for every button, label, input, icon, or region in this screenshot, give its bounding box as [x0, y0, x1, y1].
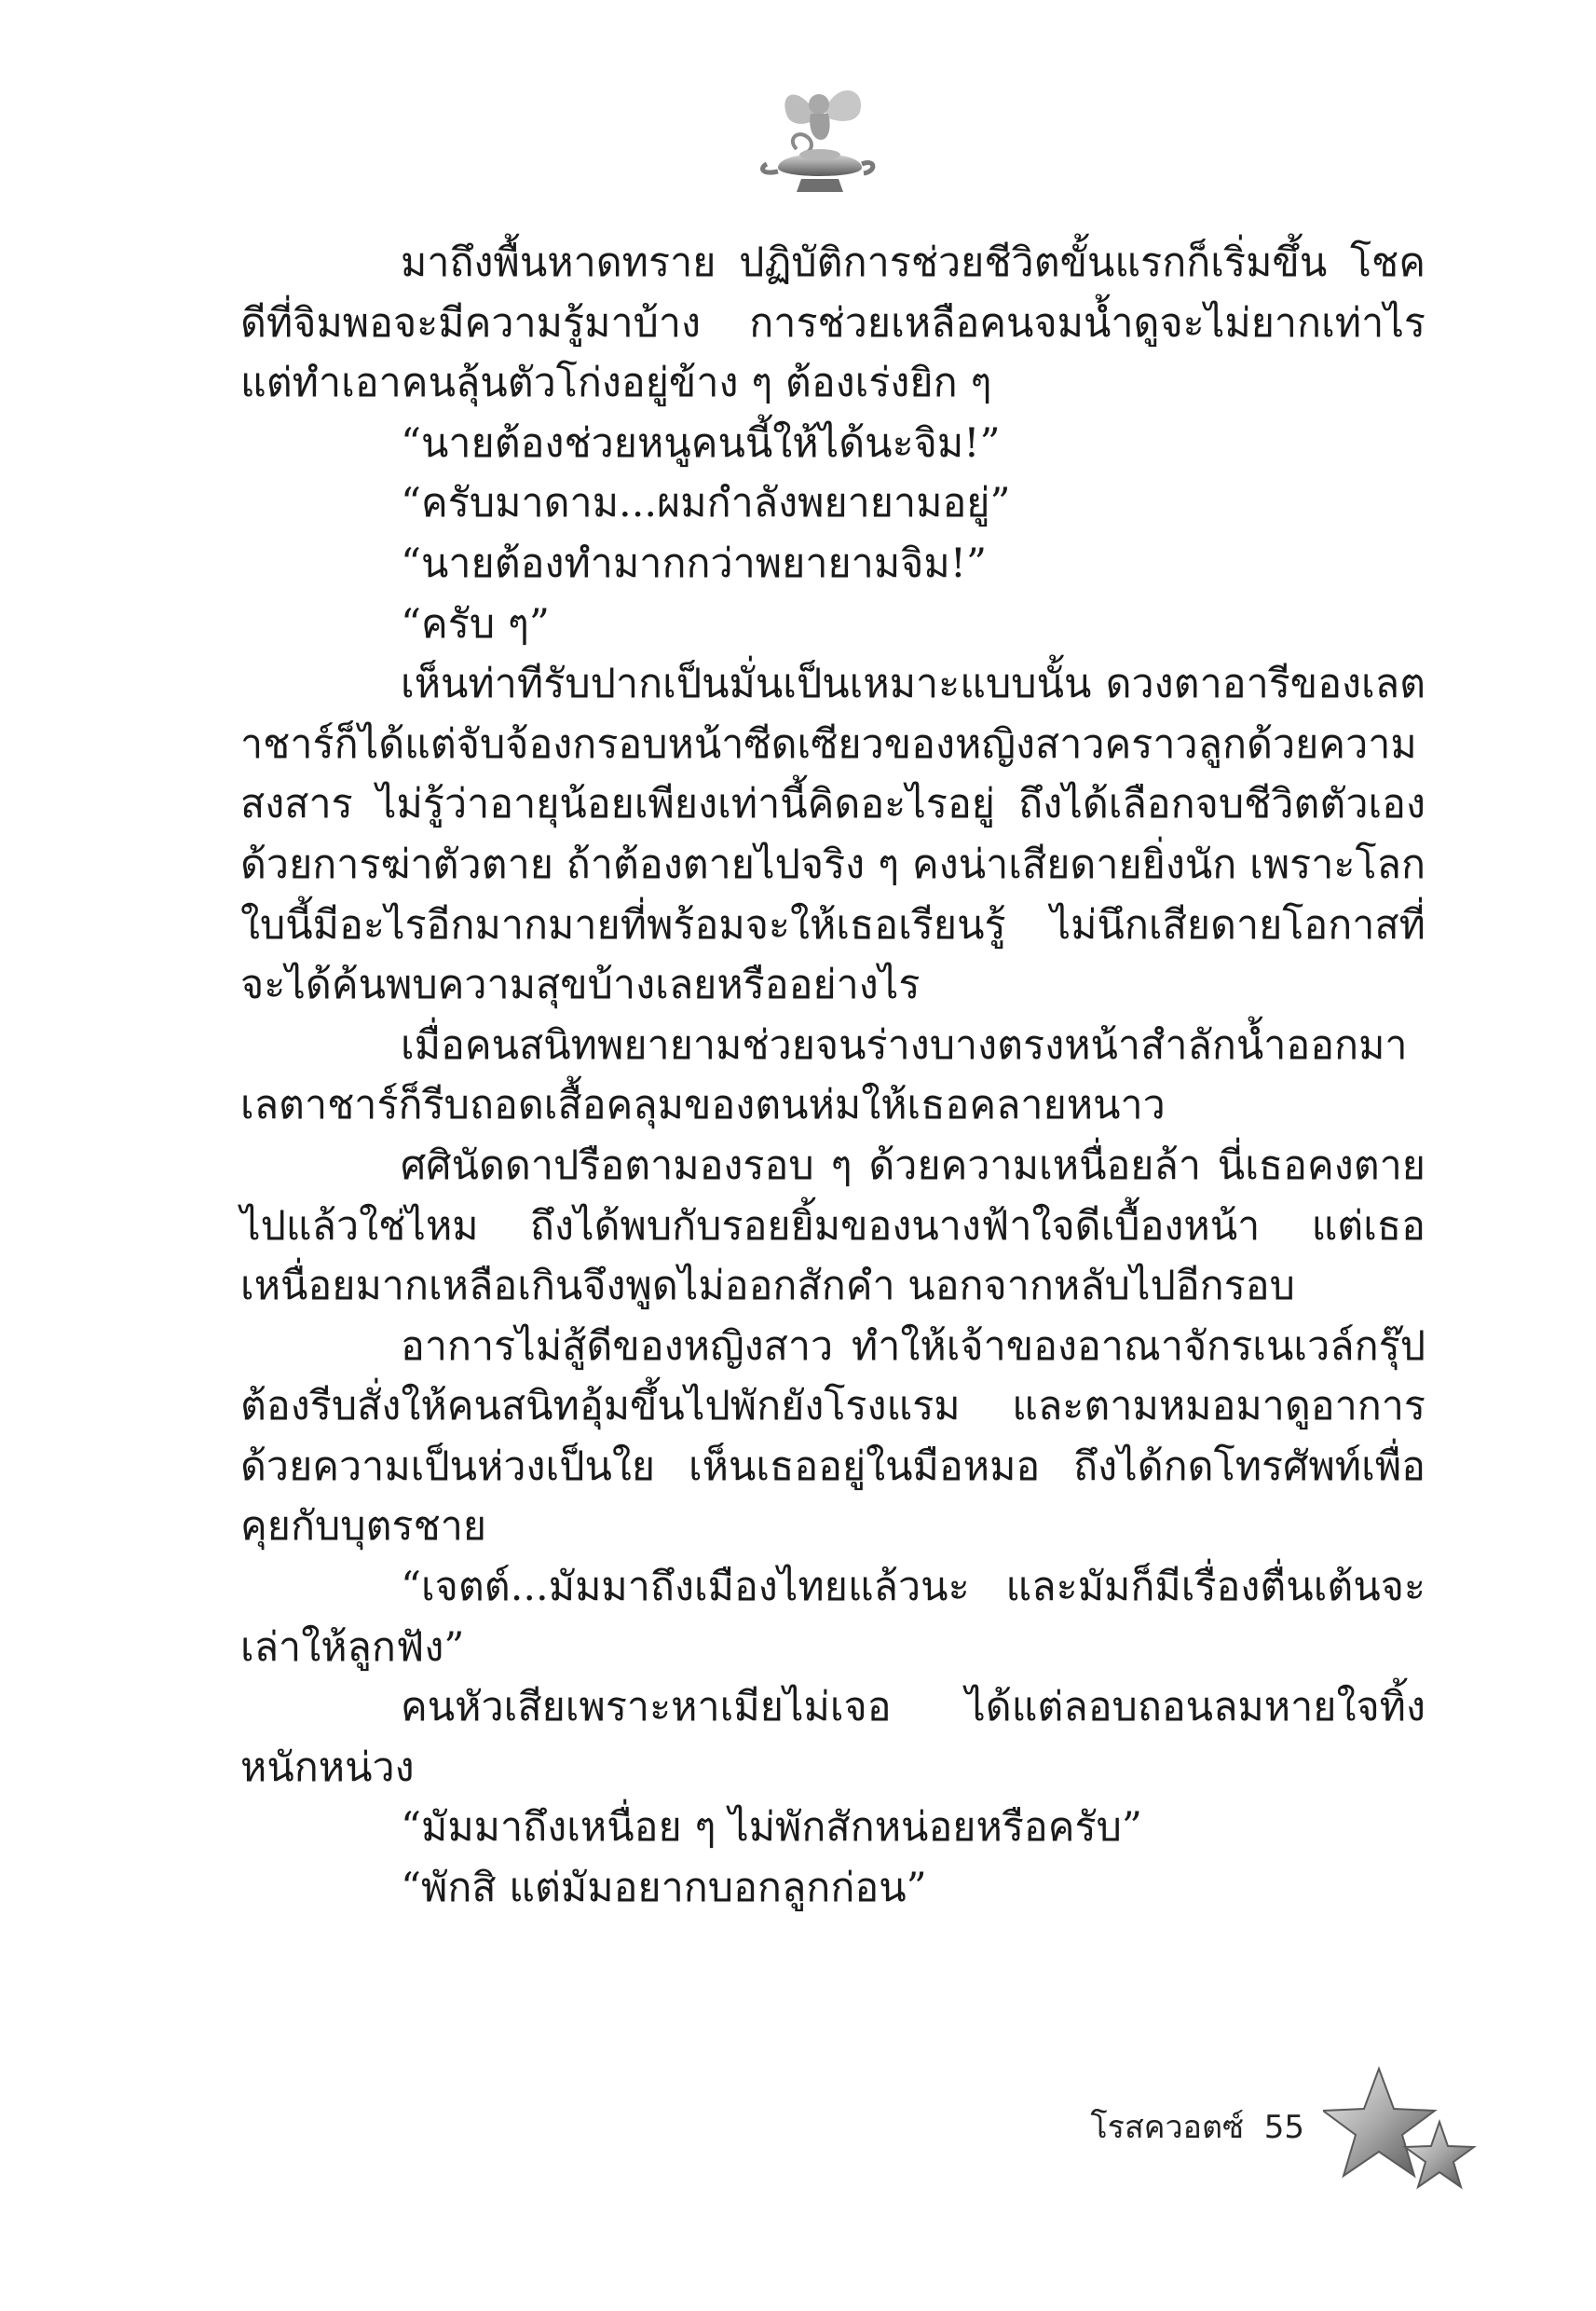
- page-footer: [1081, 2101, 1304, 2152]
- page-number: 55: [1263, 2109, 1304, 2146]
- paragraph: เห็นท่าทีรับปากเป็นมั่นเป็นเหมาะแบบนั้น ดวงตาอารีของเลตาชาร์ก็ได้แต่จับจ้องกรอบหน้าซีดเซียวของหญิงสาวคราวลูกด้วยความสงสาร ไม่รู้ว่าอายุน้อยเพียงเท่านี้คิดอะไรอยู่ ถึงได้เลือกจบชีวิตตัวเองด้วยการฆ่าตัวตาย ถ้าต้องตายไปจริง ๆ คงน่าเสียดายยิ่งนัก เพราะโลกใบนี้มีอะไรอีกมากมายที่พร้อมจะให้เธอเรียนรู้ ไม่นึกเสียดายโอกาสที่จะได้ค้นพบความสุขบ้างเลยหรืออย่างไร: [240, 661, 1425, 1009]
- cupid-lamp-icon: [759, 75, 880, 200]
- dialogue-line: “เจตต์...มัมมาถึงเมืองไทยแล้วนะ และมัมก็มีเรื่องตื่นเต้นจะเล่าให้ลูกฟัง”: [240, 1564, 1425, 1671]
- book-title: โรสควอตซ์: [1090, 2109, 1245, 2146]
- dialogue-line: “มัมมาถึงเหนื่อย ๆ ไม่พักสักหน่อยหรือครับ”: [401, 1804, 1142, 1852]
- body-text: [240, 233, 1425, 1919]
- stars-icon: [1323, 2064, 1481, 2204]
- dialogue-line: “นายต้องทำมากกว่าพยายามจิม!”: [401, 540, 987, 587]
- dialogue-line: “ครับ ๆ”: [401, 600, 550, 648]
- dialogue-line: “ครับมาดาม...ผมกำลังพยายามอยู่”: [401, 480, 1011, 527]
- dialogue-line: “นายต้องช่วยหนูคนนี้ให้ได้นะจิม!”: [401, 419, 1001, 467]
- paragraph: มาถึงพื้นหาดทราย ปฏิบัติการช่วยชีวิตขั้นแรกก็เริ่มขึ้น โชคดีที่จิมพอจะมีความรู้มาบ้าง การช่วยเหลือคนจมน้ำดูจะไม่ยากเท่าไร แต่ทำเอาคนลุ้นตัวโก่งอยู่ข้าง ๆ ต้องเร่งยิก ๆ: [240, 239, 1425, 407]
- paragraph: อาการไม่สู้ดีของหญิงสาว ทำให้เจ้าของอาณาจักรเนเวล์กรุ๊ปต้องรีบสั่งให้คนสนิทอุ้มขึ้นไปพักยังโรงแรม และตามหมอมาดูอาการด้วยความเป็นห่วงเป็นใย เห็นเธออยู่ในมือหมอ ถึงได้กดโทรศัพท์เพื่อคุยกับบุตรชาย: [240, 1322, 1425, 1551]
- paragraph: ศศินัดดาปรือตามองรอบ ๆ ด้วยความเหนื่อยล้า นี่เธอคงตายไปแล้วใช่ไหม ถึงได้พบกับรอยยิ้มของนางฟ้าใจดีเบื้องหน้า แต่เธอเหนื่อยมากเหลือเกินจึงพูดไม่ออกสักคำ นอกจากหลับไปอีกรอบ: [240, 1142, 1425, 1310]
- paragraph: เมื่อคนสนิทพยายามช่วยจนร่างบางตรงหน้าสำลักน้ำออกมา เลตาชาร์ก็รีบถอดเสื้อคลุมของตนห่มให้เธอคลายหนาว: [240, 1021, 1408, 1129]
- dialogue-line: “พักสิ แต่มัมอยากบอกลูกก่อน”: [401, 1865, 927, 1912]
- paragraph: คนหัวเสียเพราะหาเมียไม่เจอ ได้แต่ลอบถอนลมหายใจทิ้งหนักหน่วง: [240, 1684, 1425, 1791]
